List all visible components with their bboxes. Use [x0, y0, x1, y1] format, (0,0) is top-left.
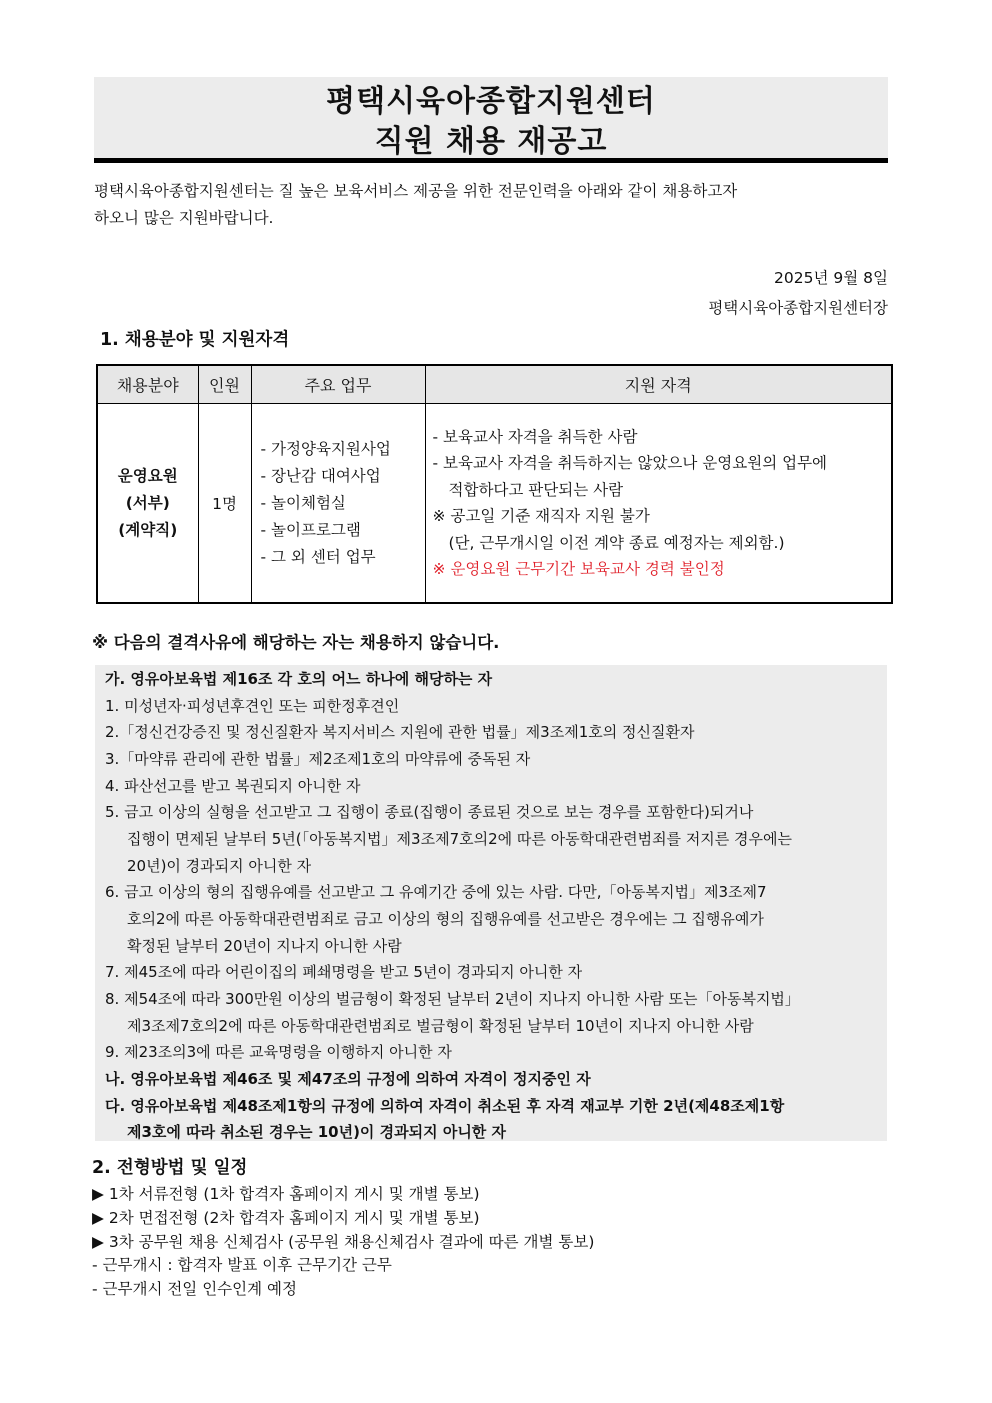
header-duties: 주요 업무	[251, 365, 425, 404]
table-header-row	[97, 365, 892, 404]
field-line: 운영요원	[117, 466, 178, 485]
disq-heading-b: 나. 영유아보육법 제46조 및 제47조의 규정에 의하여 자격이 정지중인 자	[105, 1070, 591, 1088]
disq-item-cont: 20년)이 경과되지 아니한 자	[127, 857, 312, 875]
intro-line: 하오니 많은 지원바랍니다.	[94, 209, 274, 227]
schedule-note: - 근무개시 : 합격자 발표 이후 근무기간 근무	[92, 1256, 392, 1274]
disq-heading-c: 다. 영유아보육법 제48조제1항의 규정에 의하여 자격이 취소된 후 자격 재교부 기한 2년(제48조제1항	[105, 1097, 785, 1115]
disq-item: 4. 파산선고를 받고 복권되지 아니한 자	[105, 777, 361, 795]
header-count: 인원	[198, 365, 251, 404]
recruitment-table	[96, 364, 893, 604]
schedule-note: - 근무개시 전일 인수인계 예정	[92, 1280, 297, 1298]
duty-item: - 가정양육지원사업	[260, 439, 391, 458]
duty-item: - 그 외 센터 업무	[260, 547, 376, 566]
document-title: 평택시육아종합지원센터	[326, 84, 656, 119]
section-1-title: 1. 채용분야 및 지원자격	[100, 330, 290, 350]
duties-list	[253, 436, 424, 571]
disq-item: 5. 금고 이상의 실형을 선고받고 그 집행이 종료(집행이 종료된 것으로 보는 경우를 포함한다)되거나	[105, 803, 754, 821]
qualification-item: - 보육교사 자격을 취득하지는 않았으나 운영요원의 업무에	[432, 454, 828, 472]
selection-step: ▶ 2차 면접전형 (2차 합격자 홈페이지 게시 및 개별 통보)	[92, 1209, 480, 1227]
disq-heading-a: 가. 영유아보육법 제16조 각 호의 어느 하나에 해당하는 자	[105, 670, 493, 688]
duties-cell	[251, 404, 425, 604]
count-cell: 1명	[198, 404, 251, 604]
disqualification-notice: ※ 다음의 결격사유에 해당하는 자는 채용하지 않습니다.	[92, 633, 500, 652]
header-field: 채용분야	[97, 365, 198, 404]
title-banner	[94, 77, 888, 163]
field-cell	[97, 404, 198, 604]
disq-item: 6. 금고 이상의 형의 집행유예를 선고받고 그 유예기간 중에 있는 사람. 다만,「아동복지법」제3조제7	[105, 883, 767, 901]
duty-item: - 놀이체험실	[260, 493, 346, 512]
notice-date: 2025년 9월 8일	[774, 269, 888, 287]
disq-item: 2.「정신건강증진 및 정신질환자 복지서비스 지원에 관한 법률」제3조제1호의 정신질환자	[105, 723, 695, 741]
duty-item: - 장난감 대여사업	[260, 466, 381, 485]
qualification-warning: ※ 운영요원 근무기간 보육교사 경력 불인정	[432, 560, 725, 578]
disq-item: 9. 제23조의3에 따른 교육명령을 이행하지 아니한 자	[105, 1043, 452, 1061]
qualifications-cell	[425, 404, 892, 604]
field-line: (서부)	[125, 493, 170, 512]
issuer-name: 평택시육아종합지원센터장	[708, 299, 888, 317]
disqualification-box	[95, 665, 887, 1141]
qualification-item: - 보육교사 자격을 취득한 사람	[432, 427, 638, 446]
disq-item-cont: 호의2에 따른 아동학대관련범죄로 금고 이상의 형의 집행유예를 선고받은 경우에는 그 집행유예가	[127, 910, 764, 928]
disq-item-cont: 제3조제7호의2에 따른 아동학대관련범죄로 벌금형이 확정된 날부터 10년이 지나지 아니한 사람	[127, 1017, 754, 1035]
document-subtitle: 직원 채용 재공고	[374, 124, 608, 159]
selection-step: ▶ 1차 서류전형 (1차 합격자 홈페이지 게시 및 개별 통보)	[92, 1185, 480, 1203]
qualification-item: 적합하다고 판단되는 사람	[448, 480, 624, 499]
disq-item: 8. 제54조에 따라 300만원 이상의 벌금형이 확정된 날부터 2년이 지나지 아니한 사람 또는「아동복지법」	[105, 990, 800, 1008]
qualification-item: (단, 근무개시일 이전 계약 종료 예정자는 제외함.)	[448, 533, 785, 552]
header-qualifications: 지원 자격	[425, 365, 892, 404]
disq-item: 7. 제45조에 따라 어린이집의 폐쇄명령을 받고 5년이 경과되지 아니한 자	[105, 963, 583, 981]
field-line: (계약직)	[118, 520, 178, 539]
section-2-title: 2. 전형방법 및 일정	[92, 1158, 248, 1178]
table-row	[97, 404, 892, 604]
disq-item-cont: 집행이 면제된 날부터 5년(「아동복지법」제3조제7호의2에 따른 아동학대관련범죄를 저지른 경우에는	[127, 830, 793, 848]
disq-item-cont: 확정된 날부터 20년이 지나지 아니한 사람	[127, 937, 402, 955]
intro-line: 평택시육아종합지원센터는 질 높은 보육서비스 제공을 위한 전문인력을 아래와 같이 채용하고자	[94, 182, 738, 200]
intro-paragraph	[94, 178, 888, 232]
selection-step: ▶ 3차 공무원 채용 신체검사 (공무원 채용신체검사 결과에 따른 개별 통보)	[92, 1233, 595, 1251]
duty-item: - 놀이프로그램	[260, 520, 361, 539]
disq-item: 1. 미성년자·피성년후견인 또는 피한정후견인	[105, 697, 400, 715]
qualification-item: ※ 공고일 기준 재직자 지원 불가	[432, 507, 650, 525]
disq-heading-c-cont: 제3호에 따라 취소된 경우는 10년)이 경과되지 아니한 자	[127, 1123, 507, 1141]
disq-item: 3.「마약류 관리에 관한 법률」제2조제1호의 마약류에 중독된 자	[105, 750, 531, 768]
qualifications-list	[427, 424, 891, 583]
